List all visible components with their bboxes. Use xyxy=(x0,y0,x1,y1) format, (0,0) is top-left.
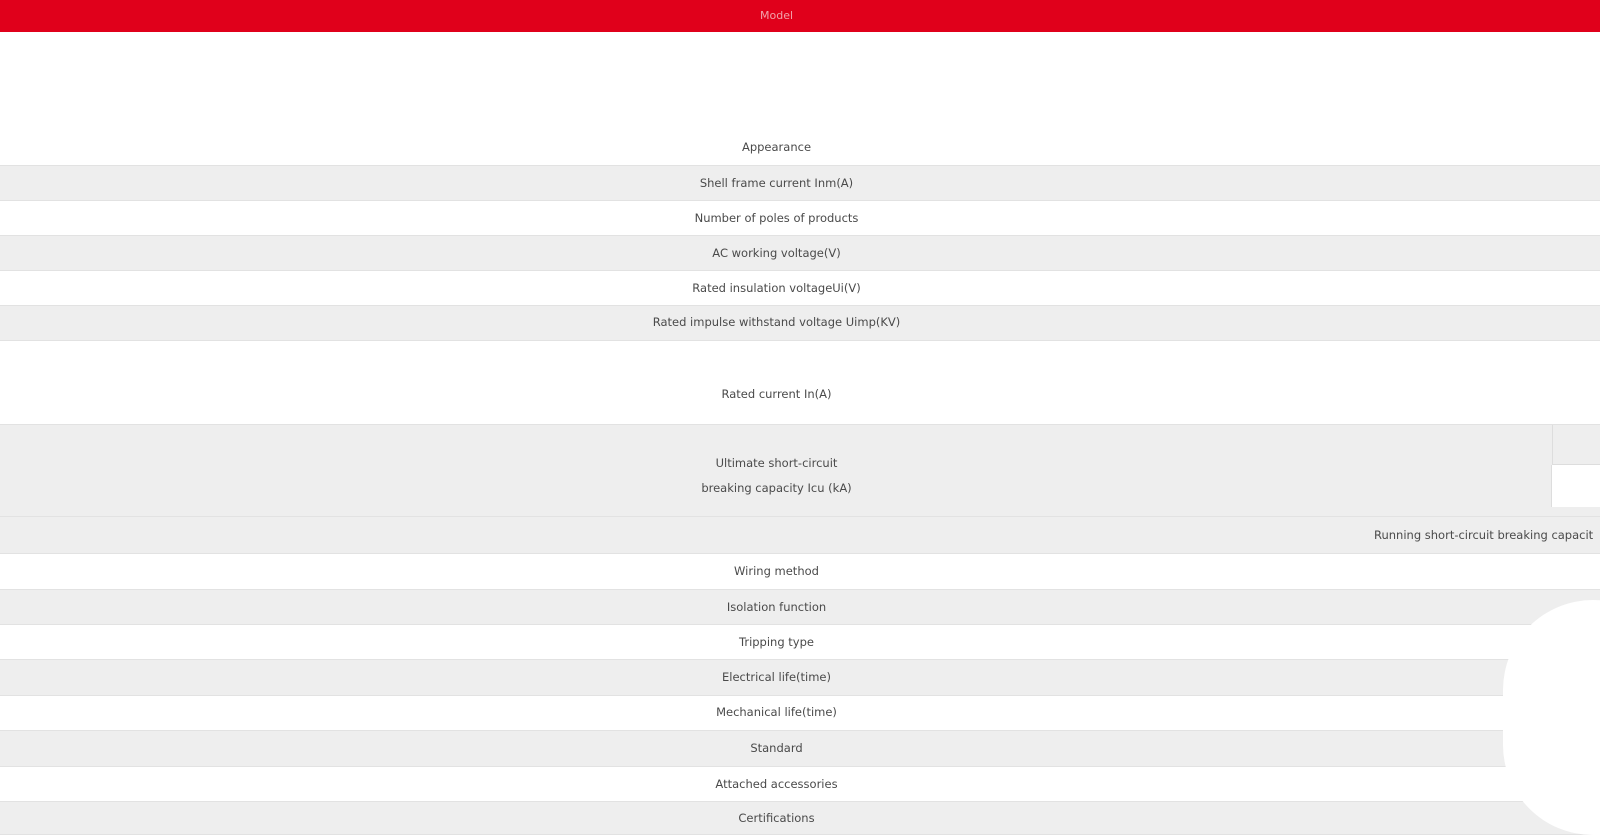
spec-label-ultimate-line2: breaking capacity Icu (kA) xyxy=(701,481,852,495)
ultimate-value-cell-bottom xyxy=(1551,465,1600,507)
ultimate-value-cell-top xyxy=(1552,425,1600,465)
spec-row-number-of-poles xyxy=(0,201,1600,236)
spec-label-running-breaking-capacity: Running short-circuit breaking capacit xyxy=(1374,528,1594,542)
spec-row-shell-frame-current xyxy=(0,166,1600,201)
spec-label-mechanical-life: Mechanical life(time) xyxy=(716,705,837,719)
spec-row-mechanical-life xyxy=(0,696,1600,731)
spec-row-attached-accessories xyxy=(0,767,1600,802)
spec-row-standard xyxy=(0,731,1600,767)
spec-row-rated-insulation-voltage xyxy=(0,271,1600,306)
model-header-bar xyxy=(0,0,1600,32)
spec-label-isolation-function: Isolation function xyxy=(726,600,827,614)
spec-label-ultimate-breaking-capacity xyxy=(0,451,1553,501)
spec-label-number-of-poles: Number of poles of products xyxy=(694,211,859,225)
spec-row-wiring-method xyxy=(0,554,1600,590)
spec-label-tripping-type: Tripping type xyxy=(739,635,814,649)
spec-label-electrical-life: Electrical life(time) xyxy=(722,670,831,684)
spec-label-standard: Standard xyxy=(750,741,803,755)
spec-row-tripping-type xyxy=(0,625,1600,660)
spec-row-certifications xyxy=(0,802,1600,835)
spec-row-electrical-life xyxy=(0,660,1600,696)
spec-label-ultimate-line1: Ultimate short-circuit xyxy=(715,456,838,470)
spec-row-appearance xyxy=(0,32,1600,166)
spec-row-rated-impulse-voltage xyxy=(0,306,1600,341)
spec-row-running-breaking-capacity xyxy=(0,517,1600,554)
spec-row-ac-working-voltage xyxy=(0,236,1600,271)
spec-label-rated-impulse-voltage: Rated impulse withstand voltage Uimp(KV) xyxy=(652,315,901,329)
spec-label-attached-accessories: Attached accessories xyxy=(715,777,838,791)
spec-row-ultimate-breaking-capacity xyxy=(0,425,1600,517)
spec-row-isolation-function xyxy=(0,590,1600,625)
spec-label-appearance: Appearance xyxy=(741,140,812,154)
spec-row-rated-current xyxy=(0,341,1600,425)
spec-label-shell-frame-current: Shell frame current Inm(A) xyxy=(699,176,854,190)
model-header-label: Model xyxy=(759,9,794,22)
spec-label-certifications: Certifications xyxy=(738,811,815,825)
spec-label-rated-insulation-voltage: Rated insulation voltageUi(V) xyxy=(692,281,861,295)
spec-label-ac-working-voltage: AC working voltage(V) xyxy=(712,246,841,260)
spec-label-wiring-method: Wiring method xyxy=(734,564,819,578)
spec-label-rated-current: Rated current In(A) xyxy=(721,387,832,401)
